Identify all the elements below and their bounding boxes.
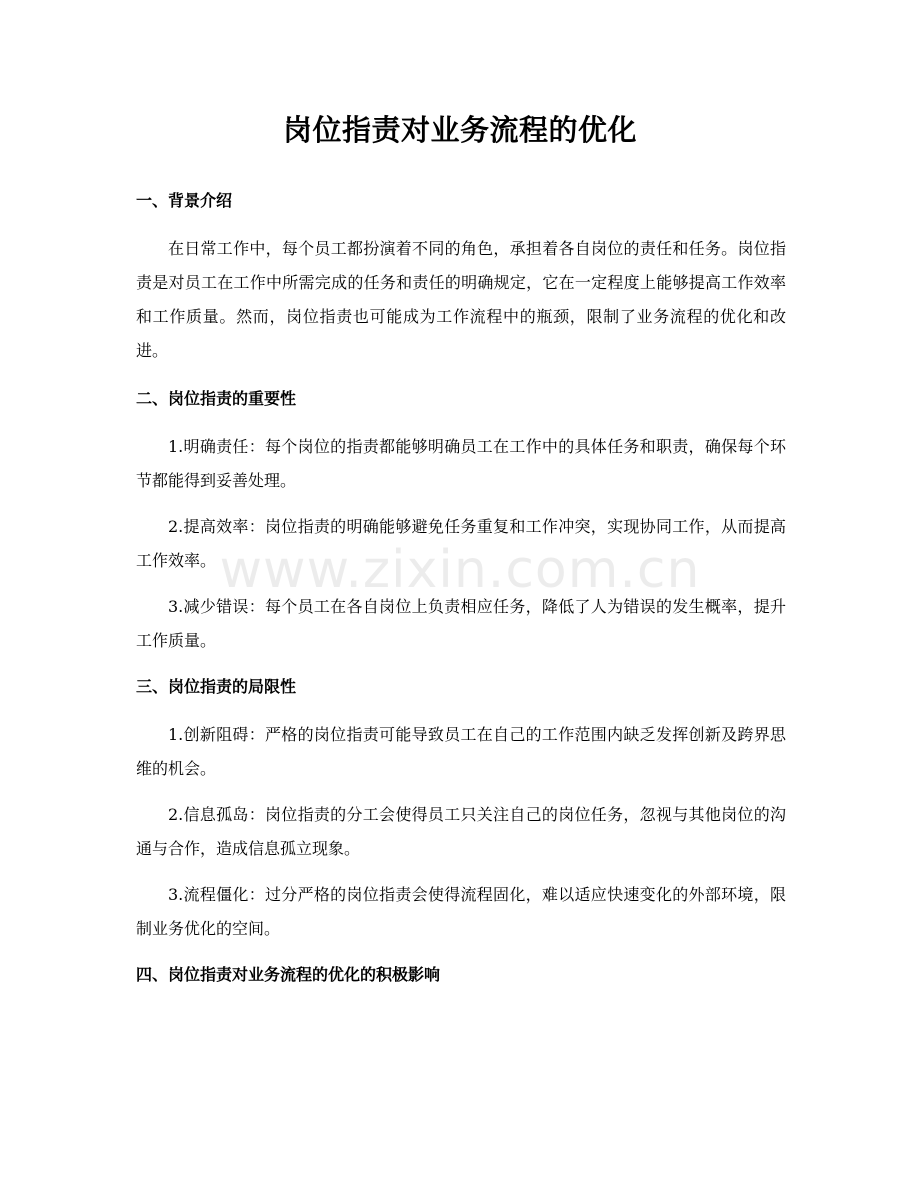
paragraph: 3.流程僵化：过分严格的岗位指责会使得流程固化，难以适应快速变化的外部环境，限制业务优化的空间。	[136, 885, 786, 938]
paragraph: 3.减少错误：每个员工在各自岗位上负责相应任务，降低了人为错误的发生概率，提升工作质量。	[136, 597, 786, 650]
section-importance	[136, 382, 786, 658]
paragraph: 1.明确责任：每个岗位的指责都能够明确员工在工作中的具体任务和职责，确保每个环节都能得到妥善处理。	[136, 437, 786, 490]
paragraph: 在日常工作中，每个员工都扮演着不同的角色，承担着各自岗位的责任和任务。岗位指责是对员工在工作中所需完成的任务和责任的明确规定，它在一定程度上能够提高工作效率和工作质量。然而，岗位指责也可能成为工作流程中的瓶颈，限制了业务流程的优化和改进。	[136, 239, 786, 360]
section-heading: 一、背景介绍	[136, 191, 233, 210]
section-background	[136, 184, 786, 368]
paragraph: 2.提高效率：岗位指责的明确能够避免任务重复和工作冲突，实现协同工作，从而提高工作效率。	[136, 517, 786, 570]
document-body	[136, 184, 786, 1006]
section-heading: 四、岗位指责对业务流程的优化的积极影响	[136, 965, 441, 984]
page-title: 岗位指责对业务流程的优化	[282, 113, 637, 147]
section-heading: 二、岗位指责的重要性	[136, 389, 297, 408]
section-positive-impact	[136, 958, 786, 992]
paragraph: 1.创新阻碍：严格的岗位指责可能导致员工在自己的工作范围内缺乏发挥创新及跨界思维的机会。	[136, 725, 786, 778]
section-limitations	[136, 670, 786, 946]
watermark: www.zixin.com.cn	[219, 540, 701, 600]
section-heading: 三、岗位指责的局限性	[136, 677, 297, 696]
paragraph: 2.信息孤岛：岗位指责的分工会使得员工只关注自己的岗位任务，忽视与其他岗位的沟通与合作，造成信息孤立现象。	[136, 805, 786, 858]
